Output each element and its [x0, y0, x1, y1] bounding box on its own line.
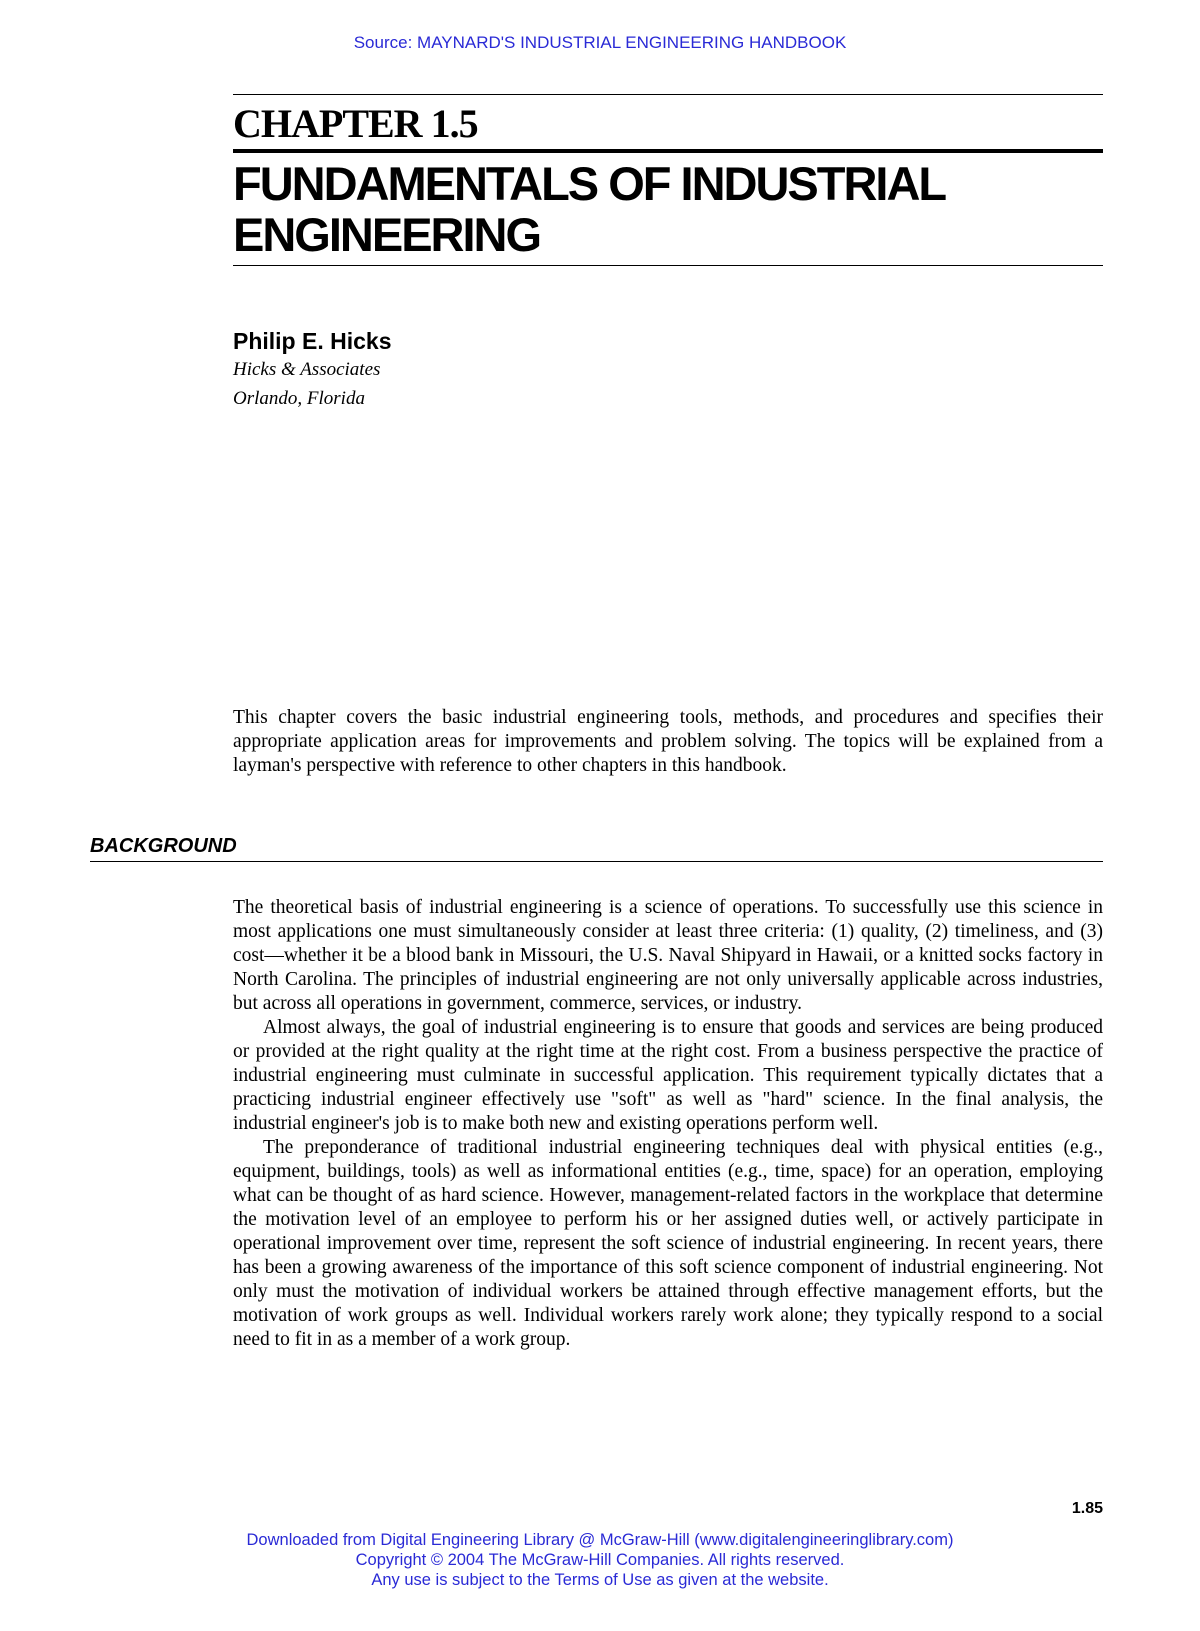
chapter-label: CHAPTER 1.5: [233, 101, 478, 146]
source-header: Source: MAYNARD'S INDUSTRIAL ENGINEERING HANDBOOK: [353, 33, 847, 52]
author-affiliation: Hicks & Associates: [233, 359, 381, 380]
author-location: Orlando, Florida: [233, 388, 365, 409]
author-name: Philip E. Hicks: [233, 328, 392, 354]
chapter-abstract: This chapter covers the basic industrial engineering tools, methods, and procedures and specifies their appropriate application areas for improvements and problem solving. The topics will be explained from a layman's perspective with reference to other chapters in this handbook.: [233, 707, 1103, 776]
body-paragraph: Almost always, the goal of industrial engineering is to ensure that goods and services are being produced or provided at the right quality at the right time at the right cost. From a business perspective the practice of industrial engineering must culminate in successful application. This requirement typically dictates that a practicing industrial engineer effectively use "soft" as well as "hard" science. In the final analysis, the industrial engineer's job is to make both new and existing operations perform well.: [233, 1017, 1103, 1134]
footer-terms-link[interactable]: Any use is subject to the Terms of Use as given at the website.: [371, 1571, 829, 1589]
title-rule: [233, 265, 1103, 266]
body-paragraph: The preponderance of traditional industrial engineering techniques deal with physical entities (e.g., equipment, buildings, tools) as well as informational entities (e.g., time, space) for an operation, employing what can be thought of as hard science. However, management-related factors in the workplace that determine the motivation level of an employee to perform his or her assigned duties well, or actively participate in operational improvement over time, represent the soft science of industrial engineering. In recent years, there has been a growing awareness of the importance of this soft science component of industrial engineering. Not only must the motivation of individual workers be attained through effective management efforts, but the motivation of work groups as well. Individual workers rarely work alone; they typically respond to a social need to fit in as a member of a work group.: [233, 1137, 1103, 1350]
chapter-rule: [233, 149, 1103, 153]
section-heading: BACKGROUND: [90, 835, 237, 857]
top-rule: [233, 94, 1103, 95]
body-paragraph: The theoretical basis of industrial engineering is a science of operations. To successfully use this science in most applications one must simultaneously consider at least three criteria: (1) quality, (2) timeliness, and (3) cost—whether it be a blood bank in Missouri, the U.S. Naval Shipyard in Hawaii, or a knitted socks factory in North Carolina. The principles of industrial engineering are not only universally applicable across industries, but across all operations in government, commerce, services, or industry.: [233, 897, 1103, 1014]
footer-download-link[interactable]: Downloaded from Digital Engineering Library @ McGraw-Hill (www.digitalengineeringlibrary.com): [246, 1531, 954, 1549]
chapter-title: FUNDAMENTALS OF INDUSTRIAL ENGINEERING: [233, 157, 945, 261]
footer: [0, 1530, 1200, 1590]
section-rule: [90, 861, 1103, 862]
page-number: 1.85: [1071, 1500, 1103, 1517]
section-body: [233, 896, 1103, 1352]
footer-copyright: Copyright © 2004 The McGraw-Hill Companies. All rights reserved.: [355, 1551, 845, 1569]
